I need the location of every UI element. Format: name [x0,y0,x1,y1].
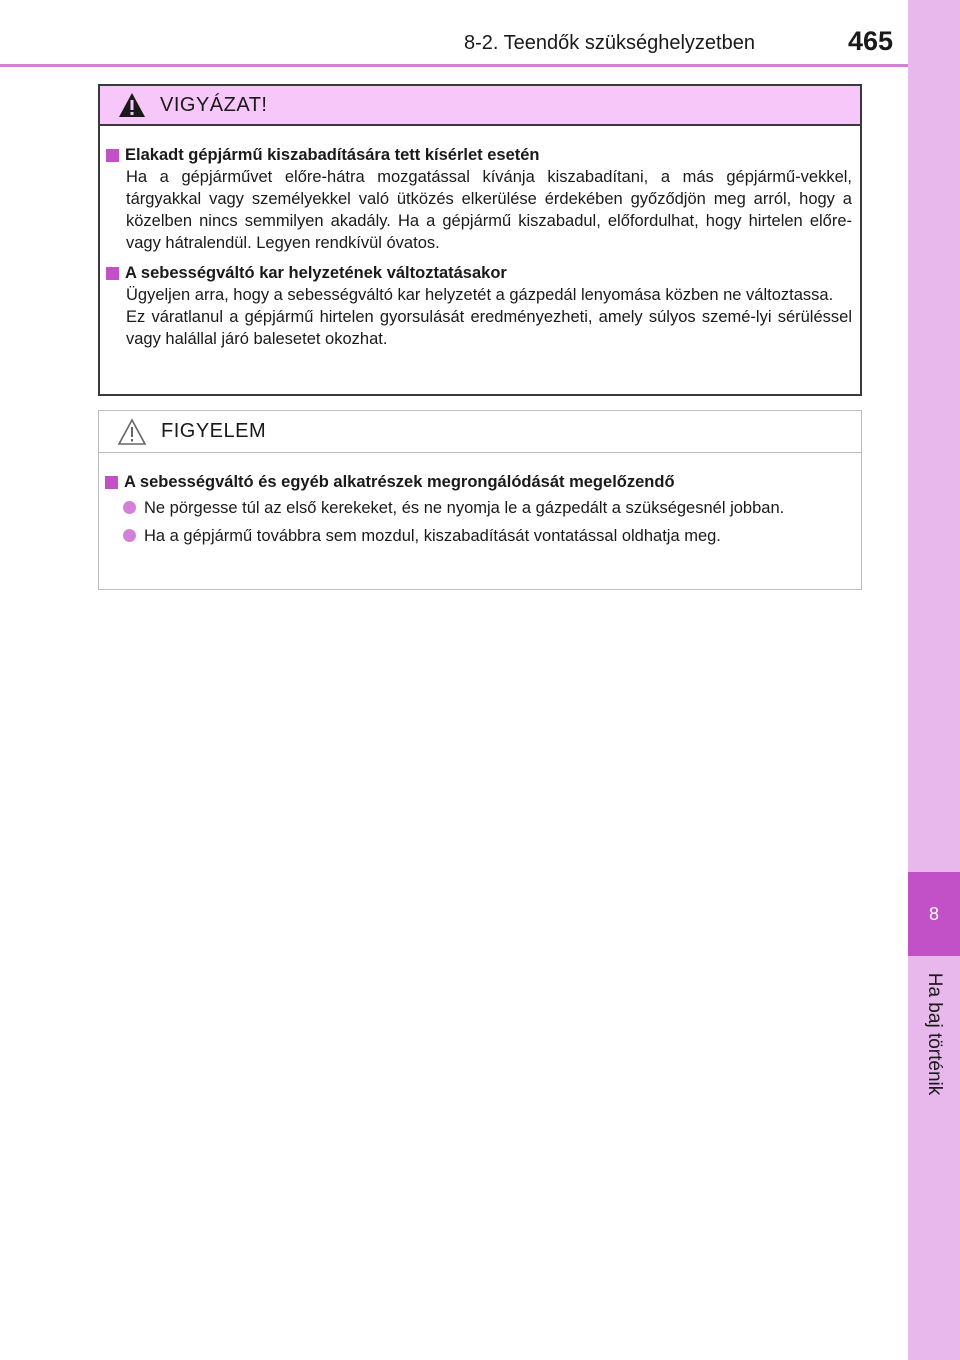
notice-title: A sebességváltó és egyéb alkatrészek megrongálódását megelőzendő [124,473,675,491]
square-bullet-icon [105,476,118,489]
dot-bullet-icon [123,529,136,542]
caution-item [106,144,852,254]
chapter-number-tab[interactable]: 8 [908,872,960,956]
warning-triangle-filled-icon [118,92,146,118]
notice-label: FIGYELEM [161,420,267,442]
caution-item-title: Elakadt gépjármű kiszabadítására tett kísérlet esetén [125,146,540,164]
notice-bullet-text: Ha a gépjármű továbbra sem mozdul, kiszabadítását vontatással oldhatja meg. [144,527,721,545]
notice-box [98,410,862,590]
caution-item-text: Ügyeljen arra, hogy a sebességváltó kar helyzetét a gázpedál lenyomása közben ne változtassa. [126,286,834,304]
notice-bullet [123,497,853,519]
caution-item-title: A sebességváltó kar helyzetének változtatásakor [125,264,507,282]
caution-item-text-2: Ez váratlanul a gépjármű hirtelen gyorsulását eredményezheti, amely súlyos szemé-lyi sérüléssel vagy halállal járó balesetet okozhat. [126,308,852,348]
page-number: 465 [848,26,894,56]
warning-triangle-outline-icon [117,418,147,446]
notice-header [99,411,861,453]
header-rule [0,64,908,67]
notice-body [99,453,861,547]
caution-item-text: Ha a gépjárművet előre-hátra mozgatással kívánja kiszabadítani, a más gépjármű-vekkel, tárgyakkal vagy személyekkel való ütközés elkerülése érdekében győződjön meg arról, hogy a közelben nincs semmilyen akadály. Ha a gépjármű kiszabadul, előfordulhat, hogy hirtelen előre- vagy hátralendül. Legyen rendkívül óvatos. [126,168,852,252]
notice-bullet [123,525,853,547]
chapter-side-tab [908,0,960,1360]
section-title: 8-2. Teendők szükséghelyzetben [464,32,755,54]
caution-box [98,84,862,396]
square-bullet-icon [106,149,119,162]
caution-item [106,262,852,350]
caution-label: VIGYÁZAT! [160,93,268,116]
caution-body [100,126,860,350]
chapter-title: Ha baj történik [924,972,945,1096]
caution-header [100,86,860,126]
notice-bullet-text: Ne pörgesse túl az első kerekeket, és ne nyomja le a gázpedált a szükségesnél jobban. [144,499,785,517]
dot-bullet-icon [123,501,136,514]
square-bullet-icon [106,267,119,280]
